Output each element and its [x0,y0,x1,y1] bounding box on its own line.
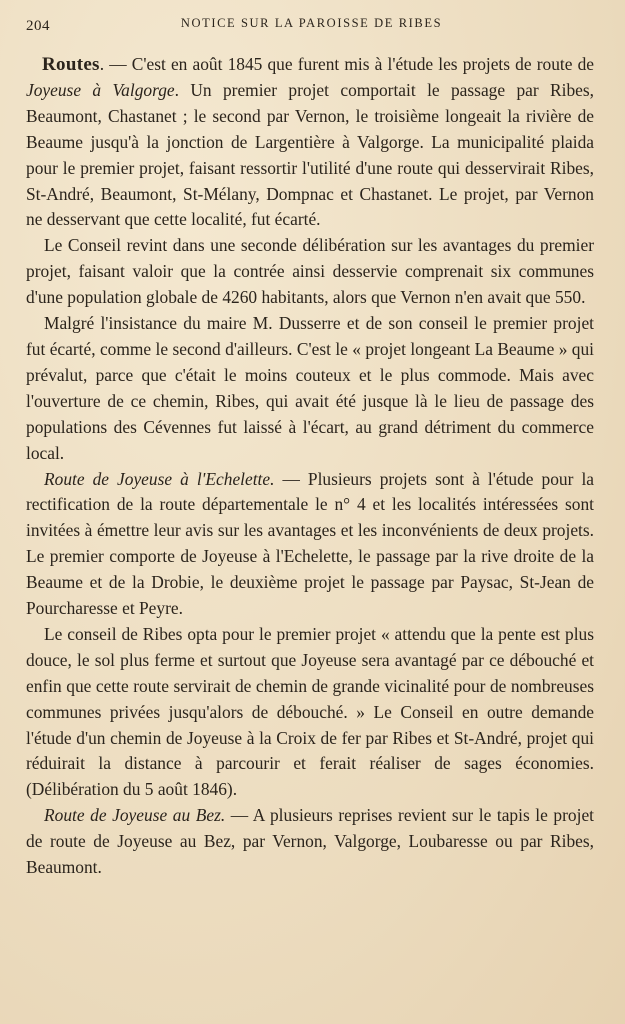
paragraph-conseil-ribes [26,622,594,803]
paragraph-conseil [26,233,594,311]
paragraph-bez [26,803,594,881]
section-keyword: Routes [42,54,100,75]
italic-section-title: Route de Joyeuse à l'Echelette. [44,468,275,489]
paragraph-text: C'est en août 1845 que furent mis à l'étude les projets de route de [131,54,594,74]
page-header [26,14,597,38]
paragraph-text: Malgré l'insistance du maire M. Dusserre et de son conseil le premier projet fut écarté, comme le second d'ailleurs. C'est le « projet longeant La Beaume » qui prévalut, parce que c'était le moins couteux et le plus commode. Mais avec l'ouverture de ce chemin, Ribes, qui avait été jusque là le lieu de passage des populations des Cévennes fut laissé à l'écart, au grand détriment du commerce local. [26,313,594,463]
paragraph-text: — A plusieurs reprises revient sur le tapis le projet de route de Joyeuse au Bez, par Vernon, Valgorge, Loubaresse ou par Ribes, Beaumont. [26,805,594,878]
body-text [26,52,594,881]
paragraph-text: — Plusieurs projets sont à l'étude pour la rectification de la route départementale le n° 4 et les localités intéressées sont invitées à émettre leur avis sur les avantages et les inconvénients de deux projets. Le premier comporte de Joyeuse à l'Echelette, le passage par la rive droite de la Beaume et de la Drobie, le deuxième projet le passage par Paysac, St-Jean de Pourcharesse et Peyre. [26,468,594,619]
italic-route-name: Joyeuse à Valgorge [26,79,175,100]
paragraph-text: Le conseil de Ribes opta pour le premier projet « attendu que la pente est plus douce, le sol plus ferme et surtout que Joyeuse sera avantagé par ce débouché et enfin que cette route servirait de chemin de grande vicinalité pour de nombreuses communes privées jusqu'alors de débouché. » Le Conseil en outre demande l'étude d'un chemin de Joyeuse à la Croix de fer par Ribes et St-André, projet qui réduirait la distance à parcourir et ferait réaliser de sages économies. (Délibération du 5 août 1846). [26,623,594,800]
page-number: 204 [26,18,50,34]
paragraph-malgre [26,311,594,466]
paragraph-text: . Un premier projet comportait le passage par Ribes, Beaumont, Chastanet ; le second par Vernon, le troisième longeait la rivière de Beaume jusqu'à la jonction de Largentière à Valgorge. La municipalité plaida pour le premier projet, faisant ressortir l'utilité d'une route qui desservirait Ribes, St-André, Beaumont, St-Mélany, Dompnac et Chastanet. Le projet, par Vernon ne desservant que cette localité, fut écarté. [26,79,594,230]
section-separator: . — [99,54,132,74]
running-title: NOTICE SUR LA PAROISSE DE RIBES [180,16,443,30]
paragraph-routes [26,52,594,233]
paragraph-text: Le Conseil revint dans une seconde délibération sur les avantages du premier projet, faisant valoir que la contrée ainsi desservie comprenait six communes d'une population globale de 4260 habitants, alors que Vernon n'en avait que 550. [26,235,594,308]
italic-section-title: Route de Joyeuse au Bez. [44,805,226,826]
paragraph-echelette [26,467,594,622]
